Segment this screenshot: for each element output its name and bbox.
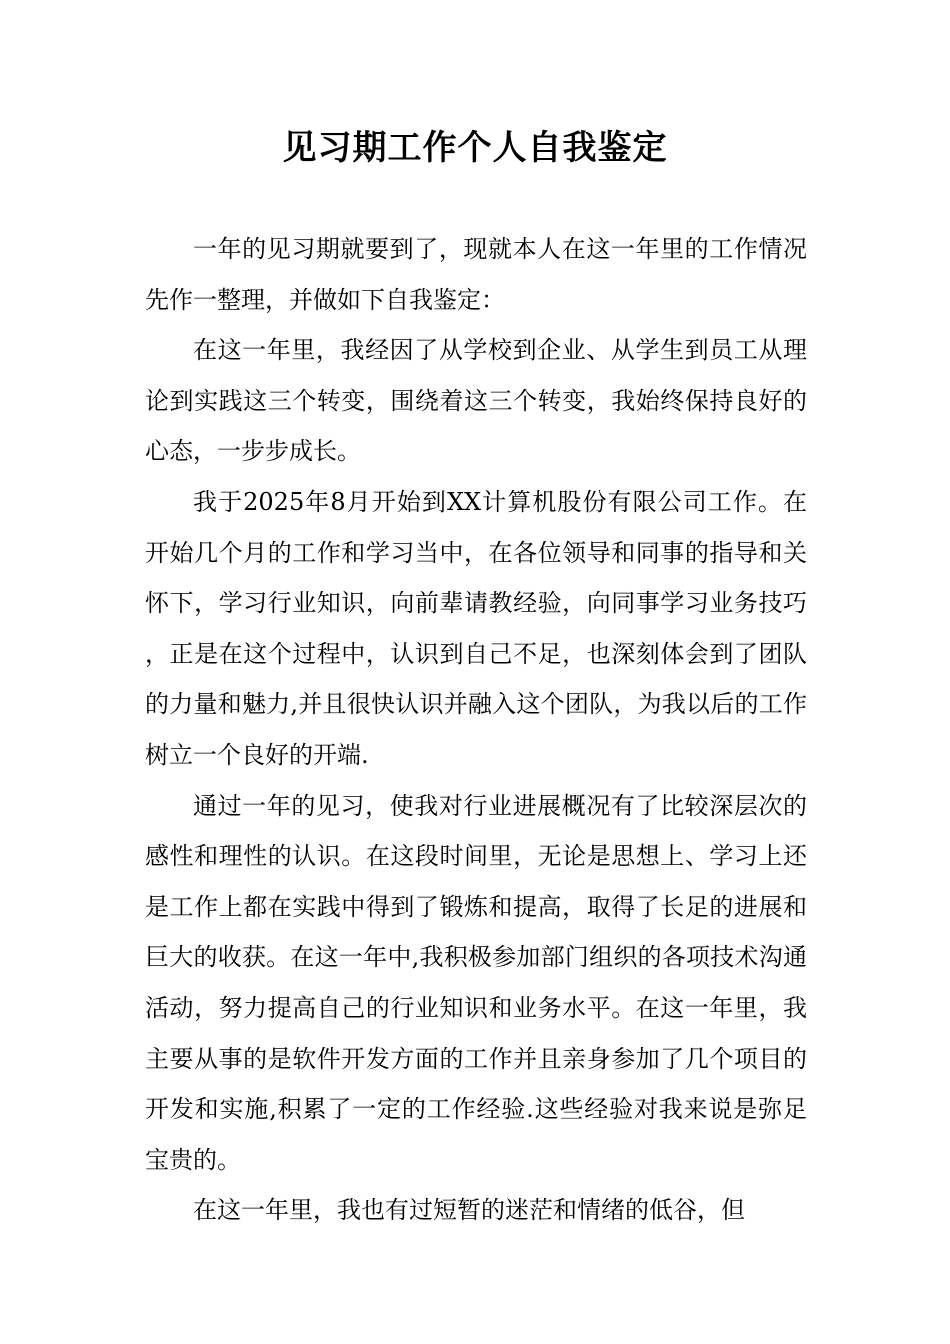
paragraph-5: 在这一年里，我也有过短暂的迷茫和情绪的低谷，但 [193,1196,745,1225]
document-title: 见习期工作个人自我鉴定 [282,128,668,168]
document-body [145,224,807,1236]
paragraph-3: 我于2025年8月开始到XX计算机股份有限公司工作。在开始几个月的工作和学习当中，在各位领导和同事的指导和关怀下，学习行业知识，向前辈请教经验，向同事学习业务技巧，正是在这个过程中，认识到自己不足，也深刻体会到了团队的力量和魅力,并且很快认识并融入这个团队，为我以后的工作树立一个良好的开端. [145,487,807,769]
paragraph-4: 通过一年的见习，使我对行业进展概况有了比较深层次的感性和理性的认识。在这段时间里，无论是思想上、学习上还是工作上都在实践中得到了锻炼和提高，取得了长足的进展和巨大的收获。在这一年中,我积极参加部门组织的各项技术沟通活动，努力提高自己的行业知识和业务水平。在这一年里，我主要从事的是软件开发方面的工作并且亲身参加了几个项目的开发和实施,积累了一定的工作经验.这些经验对我来说是弥足宝贵的。 [145,791,807,1174]
paragraph-1: 一年的见习期就要到了，现就本人在这一年里的工作情况先作一整理，并做如下自我鉴定： [145,235,807,314]
paragraph-2: 在这一年里，我经因了从学校到企业、从学生到员工从理论到实践这三个转变，围绕着这三个转变，我始终保持良好的心态，一步步成长。 [145,336,807,466]
